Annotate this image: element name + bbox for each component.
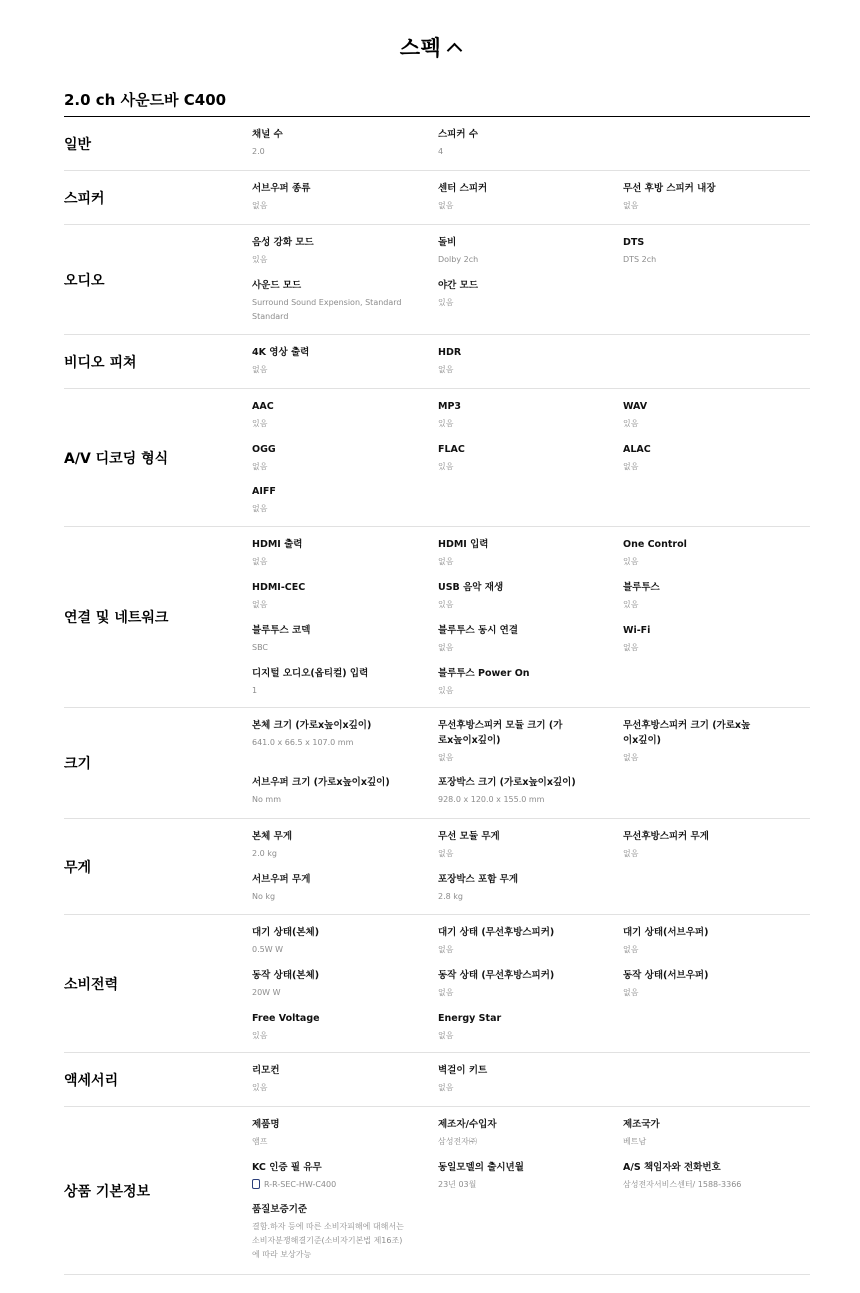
- spec-value: 23년 03월: [438, 1180, 477, 1189]
- spec-item: [252, 181, 432, 213]
- spec-item: [438, 666, 618, 698]
- spec-value: 없음: [438, 945, 454, 954]
- spec-label: WAV: [623, 401, 648, 412]
- spec-category: 크기: [64, 756, 92, 772]
- spec-value: 있음: [438, 600, 454, 609]
- spec-item: [252, 829, 432, 861]
- spec-value: 결함.하자 등에 따른 소비자피해에 대해서는 소비자분쟁해결기준(소비자기본법 제16조) 에 따라 보상가능: [252, 1222, 404, 1259]
- spec-row: [64, 389, 810, 527]
- spec-item: [252, 484, 432, 516]
- spec-row: [64, 171, 810, 225]
- spec-item: [252, 1202, 412, 1262]
- spec-value: 없음: [438, 988, 454, 997]
- spec-category: A/V 디코딩 형식: [64, 450, 169, 467]
- spec-value: 삼성전자㈜: [438, 1137, 477, 1146]
- spec-item: [438, 925, 618, 957]
- spec-item: [252, 399, 432, 431]
- spec-value: 있음: [623, 600, 639, 609]
- spec-item: [438, 181, 618, 213]
- spec-item: [252, 278, 412, 324]
- spec-value: 없음: [438, 365, 454, 374]
- spec-label: 대기 상태 (무선후방스피커): [438, 927, 555, 938]
- spec-item: [438, 442, 618, 474]
- spec-item: [252, 1160, 432, 1192]
- spec-label: 대기 상태(서브우퍼): [623, 927, 709, 938]
- product-title: 2.0 ch 사운드바 C400: [64, 89, 810, 117]
- spec-value: 앰프: [252, 1137, 268, 1146]
- spec-label: A/S 책임자와 전화번호: [623, 1162, 721, 1173]
- spec-value: 2.0 kg: [252, 849, 277, 858]
- spec-item: [438, 1011, 618, 1043]
- spec-item: [252, 666, 432, 698]
- spec-category: 연결 및 네트워크: [64, 610, 169, 626]
- spec-value: 없음: [438, 201, 454, 210]
- spec-label: AAC: [252, 401, 274, 412]
- spec-item: [438, 718, 568, 765]
- spec-value: 없음: [438, 753, 454, 762]
- spec-item: [252, 127, 432, 159]
- spec-item: [438, 235, 618, 267]
- spec-label: DTS: [623, 237, 645, 248]
- spec-value: 삼성전자서비스센터/ 1588-3366: [623, 1180, 742, 1189]
- spec-label: 채널 수: [252, 129, 283, 140]
- spec-value: 있음: [252, 1031, 268, 1040]
- spec-item: [438, 775, 618, 807]
- spec-label: 제조자/수입자: [438, 1119, 497, 1130]
- spec-item: [623, 442, 803, 474]
- spec-item: [623, 968, 803, 1000]
- spec-label: 블루투스 코덱: [252, 625, 311, 636]
- spec-item: [252, 775, 432, 807]
- spec-item: [623, 829, 803, 861]
- spec-value: No kg: [252, 892, 276, 901]
- spec-label: 무선 후방 스피커 내장: [623, 183, 716, 194]
- spec-value: 있음: [438, 419, 454, 428]
- spec-label: 제조국가: [623, 1119, 660, 1130]
- spec-item: [252, 1011, 432, 1043]
- spec-label: 야간 모드: [438, 280, 479, 291]
- spec-item: [623, 623, 803, 655]
- spec-value: 없음: [623, 753, 639, 762]
- spec-item: [252, 968, 432, 1000]
- spec-label: HDMI 입력: [438, 539, 489, 550]
- spec-value: 0.5W W: [252, 945, 284, 954]
- spec-label: 리모컨: [252, 1065, 280, 1076]
- spec-value: 있음: [252, 1083, 268, 1092]
- spec-item: [623, 718, 753, 765]
- spec-label: 서브우퍼 무게: [252, 874, 311, 885]
- spec-item: [438, 1063, 618, 1095]
- spec-item: [623, 1160, 803, 1192]
- spec-label: Free Voltage: [252, 1013, 320, 1024]
- spec-label: 디지털 오디오(옵티컬) 입력: [252, 668, 369, 679]
- spec-label: MP3: [438, 401, 462, 412]
- spec-label: 블루투스: [623, 582, 660, 593]
- spec-value: 베트남: [623, 1137, 647, 1146]
- spec-value: 있음: [438, 298, 454, 307]
- spec-value: 없음: [252, 600, 268, 609]
- spec-item: [252, 537, 432, 569]
- spec-label: 벽걸이 키트: [438, 1065, 488, 1076]
- spec-item: [252, 1063, 432, 1095]
- spec-item: [623, 537, 803, 569]
- spec-value: 있음: [623, 557, 639, 566]
- spec-label: USB 음악 재생: [438, 582, 504, 593]
- spec-value: 1: [252, 686, 258, 695]
- spec-label: 서브우퍼 종류: [252, 183, 311, 194]
- spec-item: [623, 235, 803, 267]
- spec-item: [438, 968, 618, 1000]
- spec-label: 블루투스 Power On: [438, 668, 530, 679]
- spec-item: [623, 399, 803, 431]
- spec-category: 상품 기본정보: [64, 1183, 151, 1200]
- spec-label: Energy Star: [438, 1013, 502, 1024]
- spec-item: [252, 442, 432, 474]
- spec-label: 본체 무게: [252, 831, 293, 842]
- spec-item: [252, 718, 432, 750]
- spec-category: 액세서리: [64, 1072, 119, 1089]
- spec-label: 제품명: [252, 1119, 280, 1130]
- chevron-up-icon: [447, 42, 463, 58]
- spec-label: AIFF: [252, 486, 276, 497]
- spec-label: 사운드 모드: [252, 280, 302, 291]
- spec-label: 동작 상태 (무선후방스피커): [438, 970, 555, 981]
- spec-label: KC 인증 필 유무: [252, 1162, 322, 1173]
- spec-label: ALAC: [623, 444, 651, 455]
- spec-label: 블루투스 동시 연결: [438, 625, 519, 636]
- spec-value: Dolby 2ch: [438, 255, 479, 264]
- spec-item: [438, 1117, 618, 1149]
- spec-category: 무게: [64, 859, 92, 876]
- spec-value: No mm: [252, 795, 282, 804]
- spec-row: [64, 117, 810, 171]
- spec-label: 동작 상태(본체): [252, 970, 320, 981]
- spec-value: 2.8 kg: [438, 892, 463, 901]
- spec-item: [252, 623, 432, 655]
- spec-row: [64, 819, 810, 915]
- spec-label: 품질보증기준: [252, 1204, 308, 1215]
- spec-label: 스피커 수: [438, 129, 479, 140]
- spec-value: 없음: [252, 504, 268, 513]
- spec-item: [623, 1117, 803, 1149]
- spec-row: [64, 1107, 810, 1275]
- spec-value: Surround Sound Expension, Standard Standard: [252, 298, 402, 321]
- spec-item: [252, 1117, 432, 1149]
- spec-row: [64, 708, 810, 819]
- spec-value: 없음: [623, 201, 639, 210]
- spec-value: 없음: [623, 988, 639, 997]
- spec-category: 스피커: [64, 190, 105, 207]
- spec-label: 서브우퍼 크기 (가로x높이x깊이): [252, 777, 390, 788]
- spec-row: [64, 1053, 810, 1107]
- spec-label: 대기 상태(본체): [252, 927, 320, 938]
- spec-row: [64, 335, 810, 389]
- spec-value: 641.0 x 66.5 x 107.0 mm: [252, 738, 354, 747]
- spec-label: 동작 상태(서브우퍼): [623, 970, 709, 981]
- spec-value: 없음: [623, 849, 639, 858]
- spec-value: 없음: [623, 462, 639, 471]
- spec-item: [252, 580, 432, 612]
- spec-category: 일반: [64, 136, 92, 153]
- spec-item: [623, 925, 803, 957]
- spec-label: 센터 스피커: [438, 183, 488, 194]
- spec-label: FLAC: [438, 444, 465, 455]
- spec-label: 무선후방스피커 모듈 크기 (가로x높이x깊이): [438, 720, 563, 746]
- spec-value: 있음: [623, 419, 639, 428]
- spec-item: [623, 580, 803, 612]
- spec-value: 없음: [623, 643, 639, 652]
- spec-row: [64, 915, 810, 1053]
- spec-table: [64, 117, 810, 1275]
- spec-label: HDMI-CEC: [252, 582, 306, 593]
- spec-value: 없음: [438, 557, 454, 566]
- spec-label: OGG: [252, 444, 276, 455]
- spec-category: 오디오: [64, 272, 105, 289]
- spec-item: [438, 829, 618, 861]
- spec-value: 있음: [252, 255, 268, 264]
- spec-item: [438, 399, 618, 431]
- spec-row: [64, 527, 810, 708]
- spec-value: DTS 2ch: [623, 255, 657, 264]
- spec-item: [252, 345, 432, 377]
- spec-item: [252, 925, 432, 957]
- spec-toggle[interactable]: [0, 30, 860, 64]
- spec-value: 없음: [438, 1031, 454, 1040]
- spec-label: 포장박스 크기 (가로x높이x깊이): [438, 777, 576, 788]
- spec-value: 없음: [252, 201, 268, 210]
- spec-value-text: R-R-SEC-HW-C400: [264, 1180, 337, 1189]
- spec-label: 돌비: [438, 237, 457, 248]
- spec-category: 비디오 피쳐: [64, 354, 137, 371]
- spec-label: 포장박스 포함 무게: [438, 874, 519, 885]
- spec-label: Wi-Fi: [623, 625, 651, 636]
- spec-title: 스펙: [399, 36, 442, 60]
- spec-value: SBC: [252, 643, 269, 652]
- spec-item: [252, 872, 432, 904]
- spec-value: 없음: [438, 849, 454, 858]
- spec-label: 본체 크기 (가로x높이x깊이): [252, 720, 372, 731]
- spec-item: [623, 181, 803, 213]
- spec-label: 음성 강화 모드: [252, 237, 314, 248]
- spec-item: [252, 235, 432, 267]
- spec-value: 928.0 x 120.0 x 155.0 mm: [438, 795, 545, 804]
- spec-value: 있음: [438, 686, 454, 695]
- spec-value: 없음: [438, 643, 454, 652]
- spec-value: 없음: [623, 945, 639, 954]
- spec-value: 없음: [252, 365, 268, 374]
- spec-item: [438, 623, 618, 655]
- spec-value: 있음: [252, 419, 268, 428]
- spec-value: [252, 1178, 432, 1192]
- spec-category: 소비전력: [64, 976, 119, 993]
- spec-value: 2.0: [252, 147, 265, 156]
- spec-label: 동일모델의 출시년월: [438, 1162, 524, 1173]
- spec-value: 20W W: [252, 988, 281, 997]
- spec-item: [438, 1160, 618, 1192]
- spec-label: HDR: [438, 347, 462, 358]
- kc-mark-icon: [252, 1179, 260, 1189]
- spec-label: 무선후방스피커 무게: [623, 831, 709, 842]
- spec-value: 없음: [438, 1083, 454, 1092]
- spec-label: HDMI 출력: [252, 539, 303, 550]
- spec-item: [438, 345, 618, 377]
- spec-item: [438, 278, 618, 310]
- spec-label: 무선후방스피커 크기 (가로x높이x깊이): [623, 720, 751, 746]
- spec-item: [438, 580, 618, 612]
- spec-value: 있음: [438, 462, 454, 471]
- spec-label: One Control: [623, 539, 687, 550]
- spec-row: [64, 225, 810, 335]
- spec-value: 없음: [252, 557, 268, 566]
- spec-item: [438, 537, 618, 569]
- spec-item: [438, 127, 618, 159]
- spec-item: [438, 872, 618, 904]
- spec-value: 4: [438, 147, 444, 156]
- spec-label: 4K 영상 출력: [252, 347, 310, 358]
- spec-label: 무선 모듈 무게: [438, 831, 500, 842]
- spec-value: 없음: [252, 462, 268, 471]
